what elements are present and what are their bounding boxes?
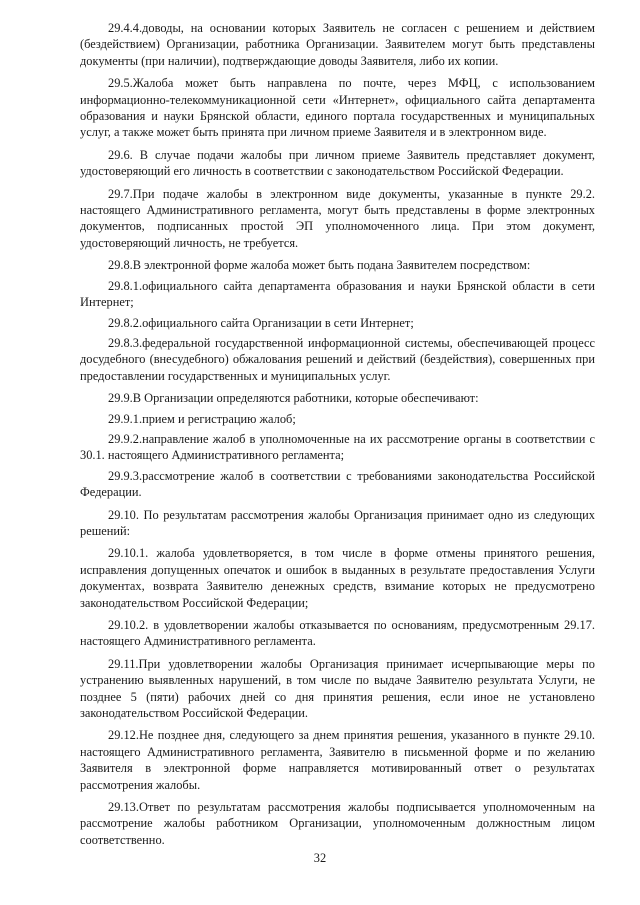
paragraph-29-6: 29.6. В случае подачи жалобы при личном приеме Заявитель представляет документ, удостоверяющий его личность в соответствии с законодательством Российской Федерации. <box>80 147 595 179</box>
document-body <box>80 20 595 854</box>
paragraph-29-8-2: 29.8.2.официального сайта Организации в сети Интернет; <box>108 315 414 330</box>
paragraph-29-5: 29.5.Жалоба может быть направлена по почте, через МФЦ, с использованием информационно-телекоммуникационной сети «Интернет», официального сайта департамента образования и науки Брянской области, единого портала государственных и муниципальных услуг, а также может быть принята при личном приеме Заявителя и в электронном виде. <box>80 76 595 140</box>
page-number: 32 <box>313 851 327 865</box>
paragraph-29-10: 29.10. По результатам рассмотрения жалобы Организация принимает одно из следующих решений: <box>80 507 595 538</box>
paragraph-29-7: 29.7.При подаче жалобы в электронном виде документы, указанные в пункте 29.2. настоящего Административного регламента, могут быть представлены в форме электронных документов, подписанных простой ЭП уполномоченного лица. При этом документ, удостоверяющий личность, не требуется. <box>80 186 595 250</box>
paragraph-29-9-1: 29.9.1.прием и регистрацию жалоб; <box>108 411 296 426</box>
paragraph-29-9-3: 29.9.3.рассмотрение жалоб в соответствии с требованиями законодательства Российской Федерации. <box>80 468 595 500</box>
paragraph-29-9: 29.9.В Организации определяются работники, которые обеспечивают: <box>108 391 479 406</box>
paragraph-29-8: 29.8.В электронной форме жалоба может быть подана Заявителем посредством: <box>108 258 531 273</box>
paragraph-29-10-1: 29.10.1. жалоба удовлетворяется, в том числе в форме отмены принятого решения, исправления допущенных опечаток и ошибок в выданных в результате предоставления Услуги документах, возврата Заявителю денежных средств, взимание которых не предусмотрено законодательством Российской Федерации; <box>80 546 595 610</box>
paragraph-29-10-2: 29.10.2. в удовлетворении жалобы отказывается по основаниям, предусмотренным 29.17. настоящего Административного регламента. <box>80 618 595 649</box>
paragraph-29-12: 29.12.Не позднее дня, следующего за днем принятия решения, указанного в пункте 29.10. настоящего Административного регламента, Заявителю в письменной форме и по желанию Заявителя в электронной форме направляется мотивированный ответ о результатах рассмотрения жалобы. <box>80 728 595 792</box>
paragraph-29-13: 29.13.Ответ по результатам рассмотрения жалобы подписывается уполномоченным на рассмотрение жалобы работником Организации, уполномоченным должностным лицом соответственно. <box>80 800 595 847</box>
paragraph-29-8-3: 29.8.3.федеральной государственной информационной системы, обеспечивающей процесс досудебного (внесудебного) обжалования решений и действий (бездействия), совершенных при предоставлении государственных и муниципальных услуг. <box>80 335 595 383</box>
paragraph-29-11: 29.11.При удовлетворении жалобы Организация принимает исчерпывающие меры по устранению выявленных нарушений, в том числе по выдаче Заявителю результата Услуги, не позднее 5 (пяти) рабочих дней со дня принятия решения, если иное не установлено законодательством Российской Федерации. <box>80 656 595 721</box>
paragraph-29-9-2: 29.9.2.направление жалоб в уполномоченные на их рассмотрение органы в соответствии с 30.1. настоящего Административного регламента; <box>80 431 595 463</box>
paragraph-29-4-4: 29.4.4.доводы, на основании которых Заявитель не согласен с решением и действием (бездействием) Организации, работника Организации. Заявителем могут быть представлены документы (при наличии), подтверждающие доводы Заявителя, либо их копии. <box>80 21 595 68</box>
paragraph-29-8-1: 29.8.1.официального сайта департамента образования и науки Брянской области в сети Интернет; <box>80 278 595 310</box>
